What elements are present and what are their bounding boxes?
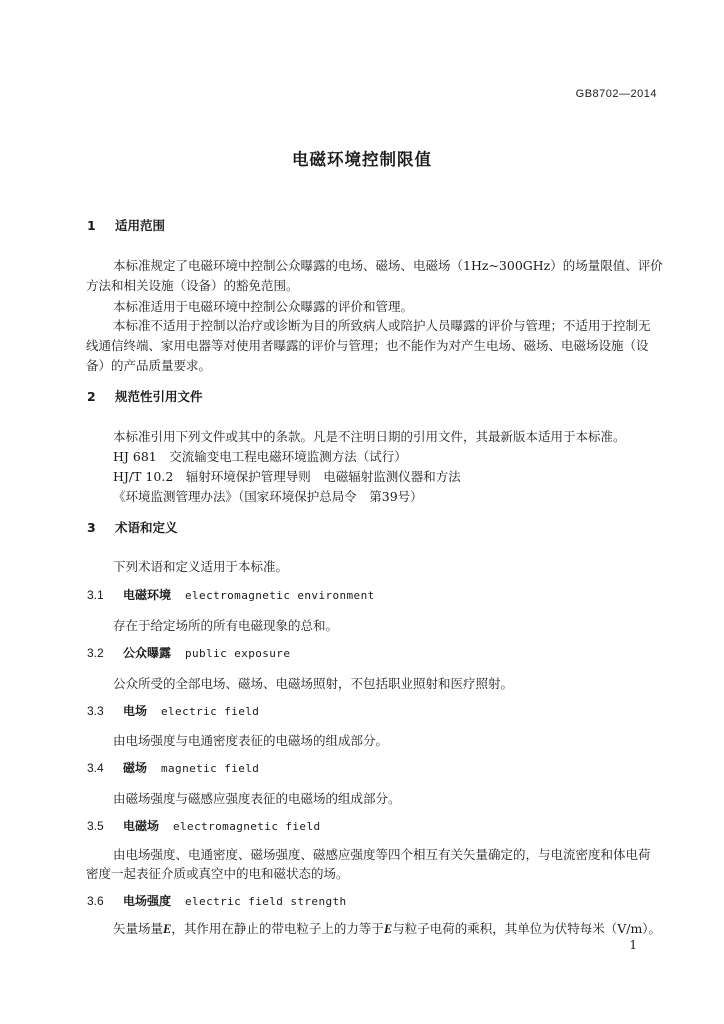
reference-item: HJ 681 交流输变电工程电磁环境监测方法（试行）: [113, 449, 407, 464]
term-en: electric field strength: [185, 895, 347, 908]
section-title: 规范性引用文件: [115, 389, 203, 404]
page-number: 1: [629, 938, 637, 952]
term-number: 3.5: [87, 819, 104, 833]
section-title: 适用范围: [115, 218, 166, 233]
section-title: 术语和定义: [115, 520, 178, 535]
reference-item: 《环境监测管理办法》（国家环境保护总局令 第39号）: [113, 489, 423, 504]
definition-text: 矢量场量: [113, 921, 164, 936]
term-definition: [113, 919, 661, 937]
definition-text: 与粒子电荷的乘积，其单位为伏特每米（V/m）。: [392, 921, 662, 936]
definition-text: ，其作用在静止的带电粒子上的力等于: [171, 921, 384, 936]
term-heading: [87, 817, 321, 834]
term-zh: 电磁环境: [123, 588, 172, 602]
section-number: 3: [87, 520, 96, 535]
term-en: electric field: [161, 705, 260, 718]
paragraph-line: 下列术语和定义适用于本标准。: [113, 559, 289, 574]
term-en: electromagnetic field: [173, 820, 321, 833]
term-definition: 密度一起表征介质或真空中的电和磁状态的场。: [86, 866, 349, 881]
term-number: 3.2: [87, 646, 104, 660]
term-zh: 电场: [123, 704, 148, 718]
term-zh: 磁场: [123, 761, 148, 775]
vector-symbol: E: [383, 922, 393, 936]
term-definition: 由磁场强度与磁感应强度表征的电磁场的组成部分。: [113, 791, 401, 806]
term-en: public exposure: [185, 647, 291, 660]
reference-item: HJ/T 10.2 辐射环境保护管理导则 电磁辐射监测仪器和方法: [113, 469, 461, 484]
paragraph-line: 本标准规定了电磁环境中控制公众曝露的电场、磁场、电磁场（1Hz~300GHz）的场量限值、评价: [113, 258, 663, 273]
paragraph-line: 本标准适用于电磁环境中控制公众曝露的评价和管理。: [113, 299, 414, 314]
term-zh: 公众曝露: [123, 646, 172, 660]
term-number: 3.6: [87, 894, 104, 908]
term-definition: 存在于给定场所的所有电磁现象的总和。: [113, 618, 339, 633]
term-number: 3.1: [87, 588, 104, 602]
term-en: electromagnetic environment: [185, 589, 375, 602]
term-definition: 由电场强度、电通密度、磁场强度、磁感应强度等四个相互有关矢量确定的，与电流密度和体电荷: [113, 847, 651, 862]
term-heading: [87, 586, 375, 603]
paragraph-line: 线通信终端、家用电器等对使用者曝露的评价与管理；也不能作为对产生电场、磁场、电磁场设施（设: [86, 338, 649, 353]
document-code: GB8702—2014: [575, 88, 657, 100]
term-en: magnetic field: [161, 762, 260, 775]
section-number: 1: [87, 218, 96, 233]
term-zh: 电磁场: [123, 819, 160, 833]
section-2-heading: [87, 387, 203, 405]
paragraph-line: 备）的产品质量要求。: [86, 358, 212, 373]
paragraph-line: 本标准不适用于控制以治疗或诊断为目的所致病人或陪护人员曝露的评价与管理；不适用于控制无: [113, 318, 651, 333]
term-heading: [87, 644, 290, 661]
section-number: 2: [87, 389, 96, 404]
paragraph-line: 方法和相关设施（设备）的豁免范围。: [86, 278, 299, 293]
term-definition: 由电场强度与电通密度表征的电磁场的组成部分。: [113, 733, 389, 748]
term-zh: 电场强度: [123, 894, 172, 908]
vector-symbol: E: [163, 922, 172, 936]
term-heading: [87, 702, 259, 719]
paragraph-line: 本标准引用下列文件或其中的条款。凡是不注明日期的引用文件，其最新版本适用于本标准。: [113, 429, 626, 444]
term-number: 3.4: [87, 761, 104, 775]
section-3-heading: [87, 518, 178, 536]
term-heading: [87, 759, 259, 776]
term-definition: 公众所受的全部电场、磁场、电磁场照射，不包括职业照射和医疗照射。: [113, 676, 514, 691]
section-1-heading: [87, 216, 165, 234]
term-heading: [87, 892, 347, 909]
page-title: 电磁环境控制限值: [292, 150, 432, 169]
term-number: 3.3: [87, 704, 104, 718]
